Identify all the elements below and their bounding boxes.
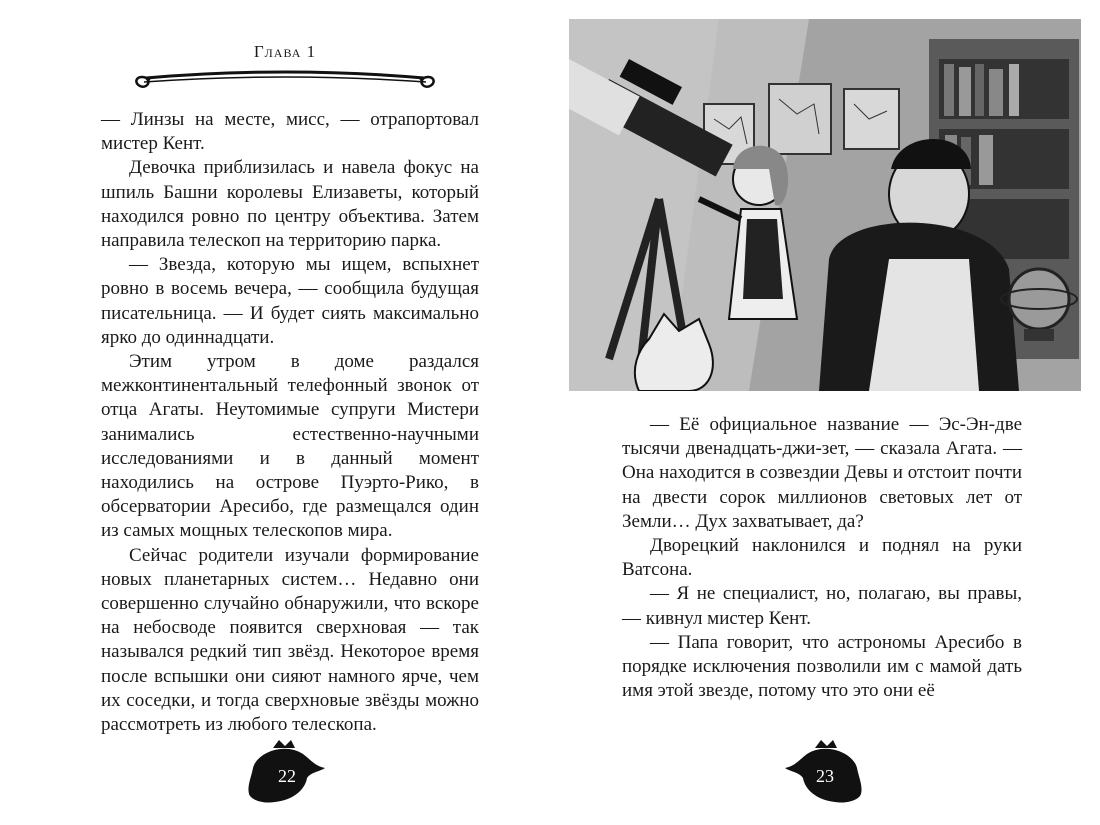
page-number-badge (775, 738, 865, 808)
chapter-title: Глава 1 (253, 42, 317, 61)
paragraph: — Звезда, которую мы ищем, вспыхнет ровно в восемь вечера, — сообщила будущая писательница. — И будет сиять максимально ярко до одиннадцати. (101, 254, 479, 348)
paragraph: — Её официальное название — Эс-Эн-две тысячи двенадцать-джи-зет, — сказала Агата. — Она находится в созвездии Девы и отстоит почти на двести сорок миллионов световых лет от Земли… Дух захватывает, да? (622, 414, 1022, 532)
page-number-badge (245, 738, 335, 808)
left-page-text (101, 108, 479, 737)
paragraph: — Папа говорит, что астрономы Аресибо в порядке исключения позволили им с мамой дать имя этой звезде, потому что это они её (622, 631, 1022, 702)
chapter-header (130, 42, 440, 62)
chapter-ornament-icon (130, 64, 440, 94)
paragraph: — Линзы на месте, мисс, — отрапортовал мистер Кент. (101, 109, 479, 155)
paragraph: Сейчас родители изучали формирование новых планетарных систем… Недавно они совершенно случайно обнаружили, что вскоре на небосводе появится сверхновая — так назывался редкий тип звёзд. Некоторое время после вспышки они сияют намного ярче, чем их соседки, и тогда сверхновые звёзды можно рассмотреть из любого телескопа. (101, 544, 479, 736)
right-page-text (622, 413, 1022, 703)
paragraph: Этим утром в доме раздался межконтинентальный телефонный звонок от отца Агаты. Неутомимые супруги Мистери занимались естественно-научными исследованиями и в данный момент находились на острове Пуэрто-Рико, в обсерватории Аресибо, где размещался один из самых мощных телескопов мира. (101, 351, 479, 542)
telescope-scene-illustration (569, 19, 1081, 391)
paragraph: — Я не специалист, но, полагаю, вы правы, — кивнул мистер Кент. (622, 583, 1022, 629)
illustration (569, 19, 1081, 391)
page-number: 23 (816, 766, 834, 786)
page-number: 22 (278, 766, 296, 786)
paragraph: Дворецкий наклонился и поднял на руки Ватсона. (622, 535, 1022, 581)
paragraph: Девочка приблизилась и навела фокус на шпиль Башни королевы Елизаветы, который находился ровно по центру объектива. Затем направила телескоп на территорию парка. (101, 157, 479, 252)
